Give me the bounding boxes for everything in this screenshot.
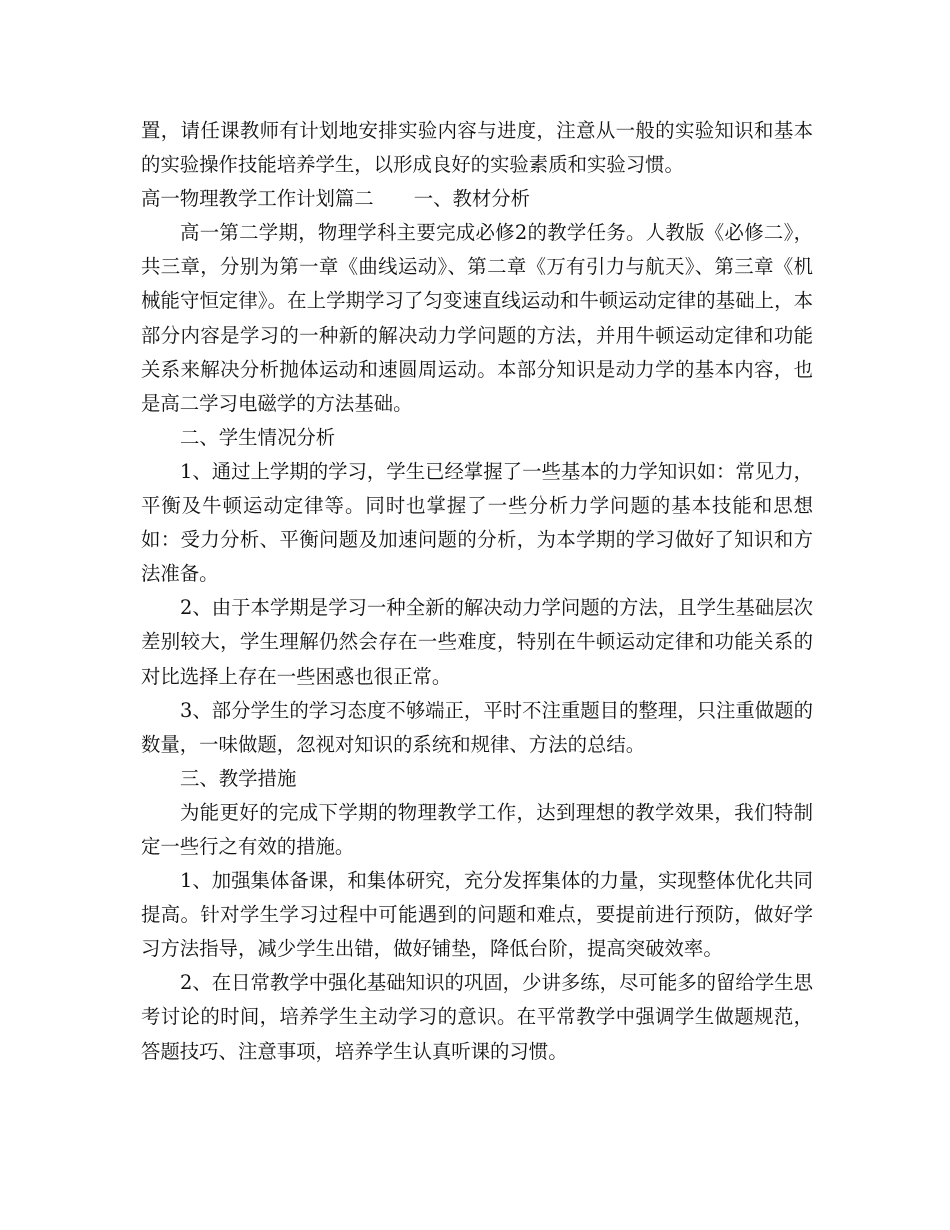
section-heading-student-analysis: 二、学生情况分析 xyxy=(180,425,336,449)
paragraph-student-3: 3、部分学生的学习态度不够端正，平时不注重题目的整理，只注重做题的数量，一味做题，忽视对知识的系统和规律、方法的总结。 xyxy=(141,698,813,756)
paragraph-continuation: 置，请任课教师有计划地安排实验内容与进度，注意从一般的实验知识和基本的实验操作技能培养学生，以形成良好的实验素质和实验习惯。 xyxy=(141,119,813,177)
paragraph-student-2: 2、由于本学期是学习一种全新的解决动力学问题的方法，且学生基础层次差别较大，学生理解仍然会存在一些难度，特别在牛顿运动定律和功能关系的对比选择上存在一些困惑也很正常。 xyxy=(141,596,813,688)
document-body xyxy=(141,114,813,1069)
paragraph-measure-1: 1、加强集体备课，和集体研究，充分发挥集体的力量，实现整体优化共同提高。针对学生学习过程中可能遇到的问题和难点，要提前进行预防，做好学习方法指导，减少学生出错，做好铺垫，降低台阶，提高突破效率。 xyxy=(141,869,813,961)
section-heading-teaching-measures: 三、教学措施 xyxy=(180,766,297,790)
paragraph-measure-2: 2、在日常教学中强化基础知识的巩固，少讲多练，尽可能多的留给学生思考讨论的时间，培养学生主动学习的意识。在平常教学中强调学生做题规范，答题技巧、注意事项，培养学生认真听课的习惯。 xyxy=(141,971,813,1063)
paragraph-textbook-analysis: 高一第二学期，物理学科主要完成必修2的教学任务。人教版《必修二》，共三章，分别为第一章《曲线运动》、第二章《万有引力与航天》、第三章《机械能守恒定律》。在上学期学习了匀变速直线运动和牛顿运动定律的基础上，本部分内容是学习的一种新的解决动力学问题的方法，并用牛顿运动定律和功能关系来解决分析抛体运动和速圆周运动。本部分知识是动力学的基本内容，也是高二学习电磁学的方法基础。 xyxy=(141,221,813,415)
paragraph-student-1: 1、通过上学期的学习，学生已经掌握了一些基本的力学知识如：常见力，平衡及牛顿运动定律等。同时也掌握了一些分析力学问题的基本技能和思想如：受力分析、平衡问题及加速问题的分析，为本学期的学习做好了知识和方法准备。 xyxy=(141,459,813,586)
paragraph-measures-intro: 为能更好的完成下学期的物理教学工作，达到理想的教学效果，我们特制定一些行之有效的措施。 xyxy=(141,800,813,858)
section-heading-textbook-analysis: 一、教材分析 xyxy=(413,187,531,211)
plan-title: 高一物理教学工作计划篇二 xyxy=(141,187,374,211)
section-heading-line xyxy=(141,182,813,216)
